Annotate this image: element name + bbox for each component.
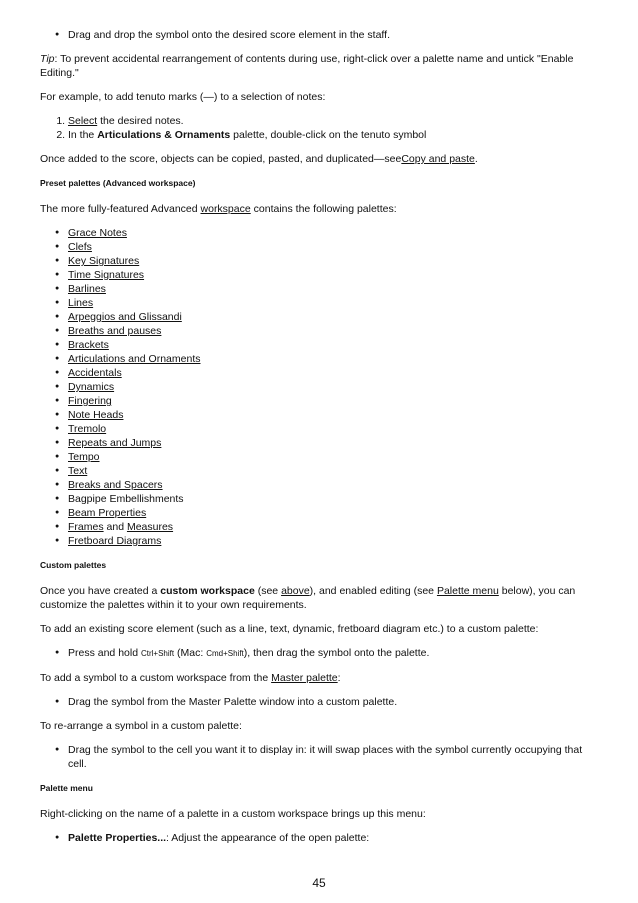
once-paragraph: Once added to the score, objects can be copied, pasted, and duplicated—seeCopy and paste. <box>40 153 478 165</box>
list-item <box>68 240 600 254</box>
list-item <box>68 254 600 268</box>
palette-link[interactable]: Time Signatures <box>68 269 145 281</box>
list-item: ● Drag the symbol from the Master Palette window into a custom palette. <box>68 695 600 709</box>
list-item <box>68 324 600 338</box>
list-item <box>68 338 600 352</box>
palette-link[interactable]: Articulations and Ornaments <box>68 353 201 365</box>
rearrange-paragraph: To re-arrange a symbol in a custom palette: <box>40 720 242 732</box>
palette-link[interactable]: Arpeggios and Glissandi <box>68 311 182 323</box>
list-item <box>68 422 600 436</box>
palette-link[interactable]: Key Signatures <box>68 255 140 267</box>
palette-link[interactable]: Text <box>68 465 88 477</box>
bullet-list <box>40 831 600 845</box>
list-item <box>68 394 600 408</box>
section-heading: Custom palettes <box>40 560 107 570</box>
list-item <box>68 310 600 324</box>
palette-link[interactable]: Repeats and Jumps <box>68 437 162 449</box>
list-item <box>68 296 600 310</box>
numbered-list <box>40 114 600 142</box>
list-item <box>68 282 600 296</box>
list-item <box>68 450 600 464</box>
palette-link[interactable]: Brackets <box>68 339 109 351</box>
list-item: ● Drag the symbol to the cell you want it to display in: it will swap places with the symbol currently occupying that cell. <box>68 743 600 771</box>
list-item <box>68 478 600 492</box>
list-item <box>68 436 600 450</box>
list-item: ● Press and hold Ctrl+Shift (Mac: Cmd+Shift), then drag the symbol onto the palette. <box>68 646 600 661</box>
list-item: 2. In the Articulations & Ornaments palette, double-click on the tenuto symbol <box>68 128 600 142</box>
section-heading: Palette menu <box>40 783 93 793</box>
palette-link[interactable]: Tempo <box>68 451 100 463</box>
palette-link[interactable]: Tremolo <box>68 423 107 435</box>
palette-link[interactable]: Accidentals <box>68 367 122 379</box>
list-item: ● Bagpipe Embellishments <box>68 492 600 506</box>
shortcut-key: Cmd+Shift <box>206 649 244 658</box>
palette-link[interactable]: Lines <box>68 297 94 309</box>
measures-link[interactable]: Measures <box>126 521 174 533</box>
rightclick-paragraph: Right-clicking on the name of a palette in a custom workspace brings up this menu: <box>40 808 426 820</box>
add-existing-paragraph: To add an existing score element (such as a line, text, dynamic, fretboard diagram etc.) to a custom palette: <box>40 623 539 635</box>
palette-link[interactable]: Note Heads <box>68 409 124 421</box>
shortcut-key: Ctrl+Shift <box>140 649 175 658</box>
palette-link[interactable]: Clefs <box>68 241 92 253</box>
list-item <box>68 352 600 366</box>
custom-paragraph: Once you have created a custom workspace (see above), and enabled editing (see Palette menu below), you can customize the palettes within it to your own requirements. <box>40 585 576 611</box>
workspace-link[interactable]: workspace <box>200 203 251 215</box>
bullet-list <box>40 28 600 42</box>
frames-link[interactable]: Frames <box>68 521 104 533</box>
bullet-list <box>40 695 600 709</box>
palette-link[interactable]: Fingering <box>68 395 112 407</box>
add-symbol-paragraph: To add a symbol to a custom workspace from the Master palette: <box>40 672 341 684</box>
list-item: ● Frames and Measures <box>68 520 600 534</box>
list-item <box>68 380 600 394</box>
list-item: ● Drag and drop the symbol onto the desired score element in the staff. <box>68 28 600 42</box>
bullet-list <box>40 646 600 661</box>
palette-link[interactable]: Fretboard Diagrams <box>68 535 162 547</box>
list-item <box>68 408 600 422</box>
palette-link[interactable]: Grace Notes <box>68 227 127 239</box>
list-item <box>68 268 600 282</box>
page-number: 45 <box>312 876 326 890</box>
advanced-paragraph: The more fully-featured Advanced workspace contains the following palettes: <box>40 203 397 215</box>
copy-paste-link[interactable]: Copy and paste <box>401 153 475 165</box>
select-link[interactable]: Select <box>68 115 98 127</box>
palette-link[interactable]: Barlines <box>68 283 106 295</box>
list-item <box>68 226 600 240</box>
above-link[interactable]: above <box>281 585 310 597</box>
list-item: ● Palette Properties...: Adjust the appearance of the open palette: <box>68 831 600 845</box>
palette-link[interactable]: Breaks and Spacers <box>68 479 163 491</box>
master-palette-link[interactable]: Master palette <box>271 672 338 684</box>
bullet-list <box>40 743 600 771</box>
palette-link[interactable]: Breaths and pauses <box>68 325 162 337</box>
section-heading: Preset palettes (Advanced workspace) <box>40 178 196 188</box>
palette-link[interactable]: Dynamics <box>68 381 115 393</box>
palette-link[interactable]: Beam Properties <box>68 507 147 519</box>
list-item <box>68 366 600 380</box>
palette-menu-link[interactable]: Palette menu <box>436 585 499 597</box>
page-content <box>40 28 600 855</box>
list-item <box>68 534 600 548</box>
list-item: 1. Select the desired notes. <box>68 114 600 128</box>
palette-list <box>40 226 600 548</box>
example-intro: For example, to add tenuto marks (—) to a selection of notes: <box>40 91 326 103</box>
list-item <box>68 506 600 520</box>
list-item <box>68 464 600 478</box>
tip-label: Tip <box>40 53 55 65</box>
tip-paragraph: Tip: To prevent accidental rearrangement of contents during use, right-click over a palette name and untick "Enable Editing." <box>40 53 574 79</box>
